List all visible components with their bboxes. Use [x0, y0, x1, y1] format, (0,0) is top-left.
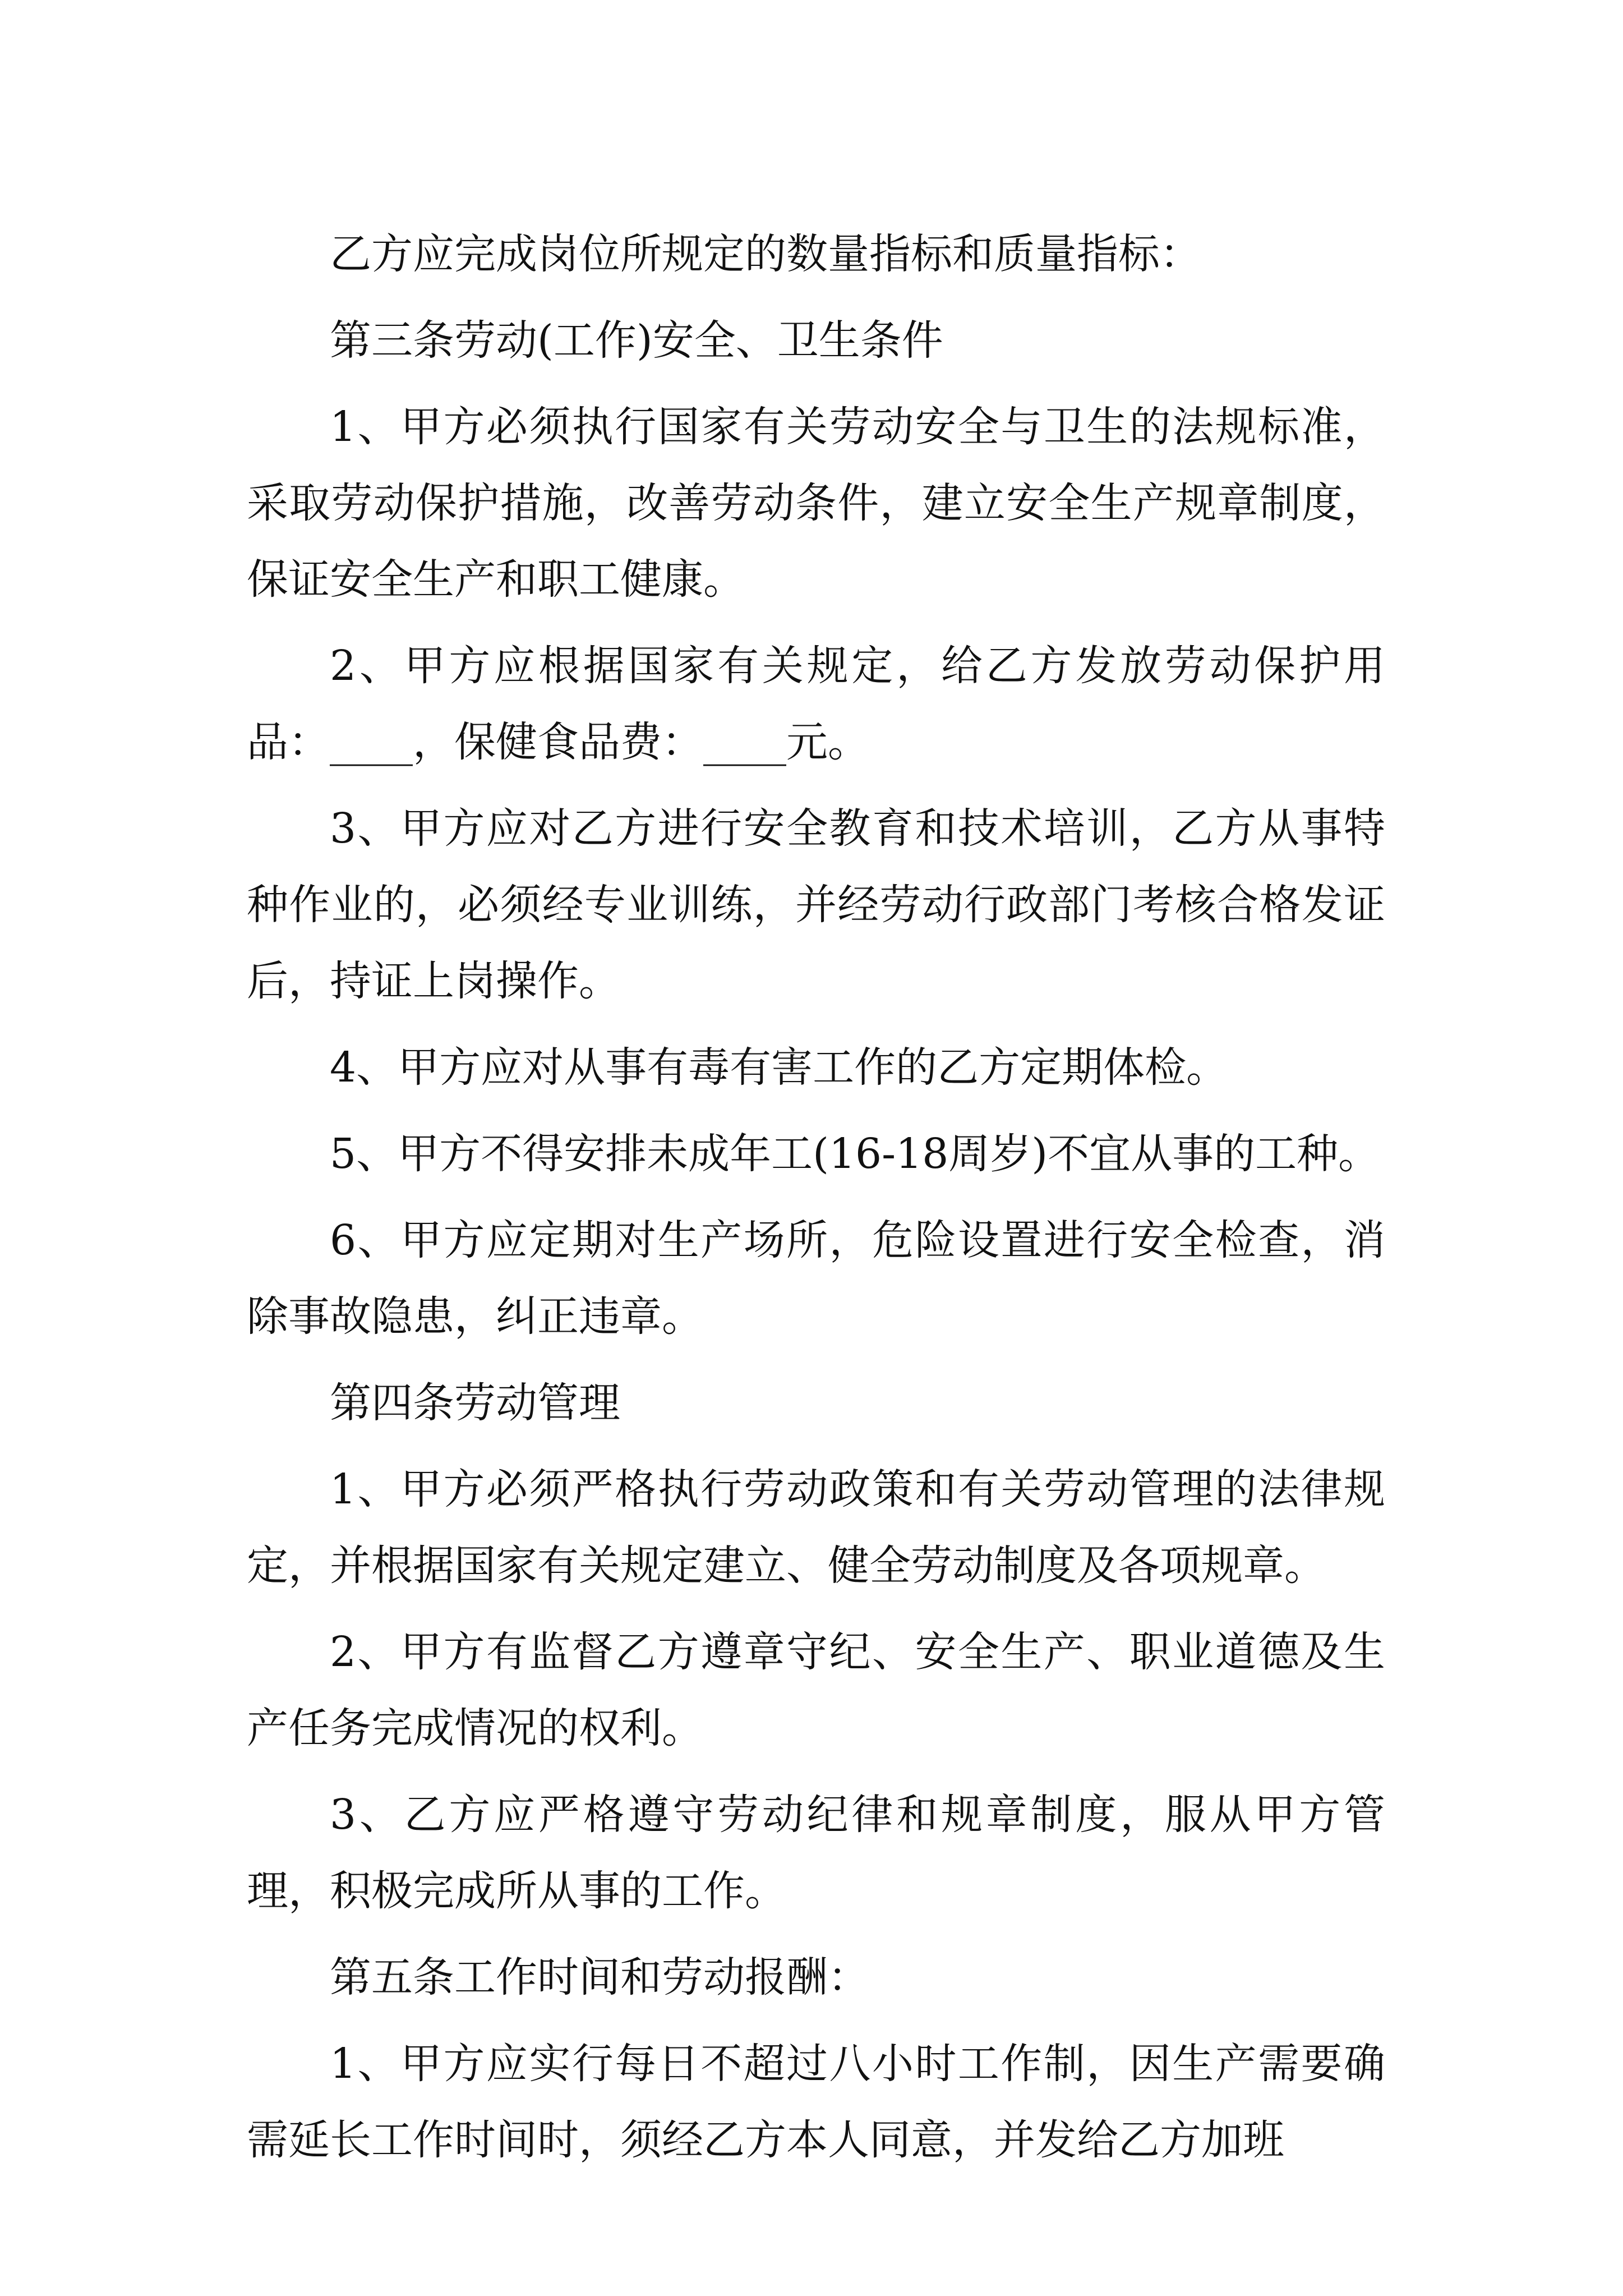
paragraph-3-4: 4、甲方应对从事有毒有害工作的乙方定期体检。 — [330, 1043, 1228, 1092]
paragraph-3-2: 2、甲方应根据国家有关规定，给乙方发放劳动保护用品：____，保健食品费：____元。 — [247, 642, 1385, 766]
paragraph-3-1: 1、甲方必须执行国家有关劳动安全与卫生的法规标准，采取劳动保护措施，改善劳动条件，建立安全生产规章制度，保证安全生产和职工健康。 — [247, 403, 1385, 604]
paragraph-5-1: 1、甲方应实行每日不超过八小时工作制，因生产需要确需延长工作时间时，须经乙方本人同意，并发给乙方加班 — [247, 2040, 1385, 2164]
heading-article-5: 第五条工作时间和劳动报酬： — [330, 1953, 869, 2001]
paragraph-3-6: 6、甲方应定期对生产场所，危险设置进行安全检查，消除事故隐患，纠正违章。 — [247, 1216, 1385, 1341]
paragraph-3-5: 5、甲方不得安排未成年工(16-18周岁)不宜从事的工种。 — [330, 1130, 1380, 1178]
heading-article-4: 第四条劳动管理 — [330, 1379, 620, 1427]
paragraph-quota: 乙方应完成岗位所规定的数量指标和质量指标： — [330, 230, 1201, 278]
paragraph-3-3: 3、甲方应对乙方进行安全教育和技术培训，乙方从事特种作业的，必须经专业训练，并经劳动行政部门考核合格发证后，持证上岗操作。 — [247, 804, 1385, 1005]
paragraph-4-3: 3、乙方应严格遵守劳动纪律和规章制度，服从甲方管理，积极完成所从事的工作。 — [247, 1791, 1385, 1915]
paragraph-4-2: 2、甲方有监督乙方遵章守纪、安全生产、职业道德及生产任务完成情况的权利。 — [247, 1628, 1385, 1752]
paragraph-4-1: 1、甲方必须严格执行劳动政策和有关劳动管理的法律规定，并根据国家有关规定建立、健全劳动制度及各项规章。 — [247, 1465, 1385, 1590]
document-body — [247, 216, 1385, 2188]
heading-article-3: 第三条劳动(工作)安全、卫生条件 — [330, 316, 943, 365]
